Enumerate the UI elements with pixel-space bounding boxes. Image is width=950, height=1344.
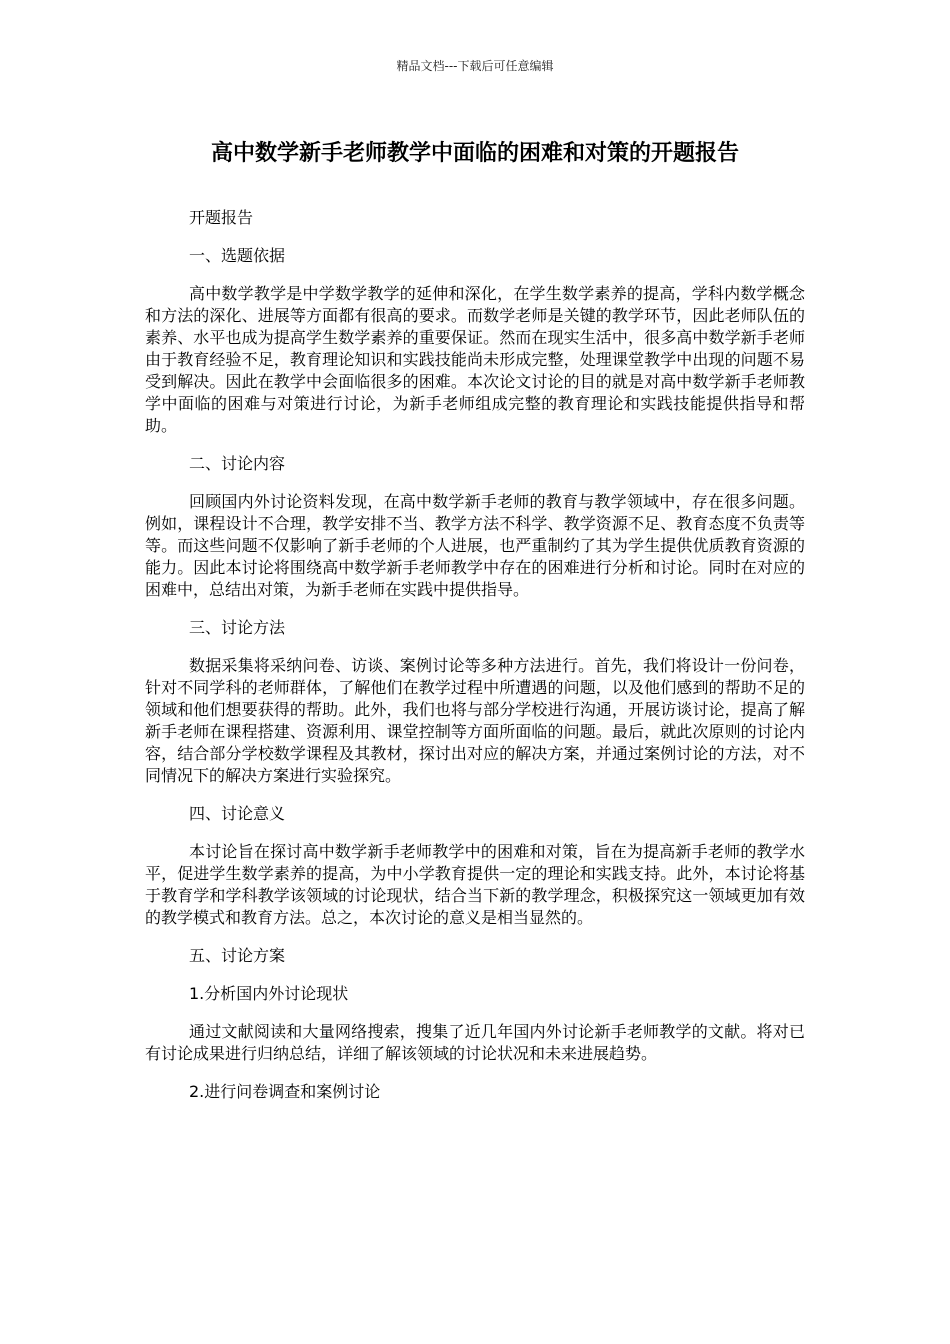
section-paragraph-significance: 本讨论旨在探讨高中数学新手老师教学中的困难和对策，旨在为提高新手老师的教学水平，促进学生数学素养的提高，为中小学教育提供一定的理论和实践支持。此外，本讨论将基于教育学和学科教学该领域的讨论现状，结合当下新的教学理念，积极探究这一领域更加有效的教学模式和教育方法。总之，本次讨论的意义是相当显然的。 [145,842,805,927]
subsection-heading-survey: 2.进行问卷调查和案例讨论 [189,1082,381,1101]
section-heading-plan: 五、讨论方案 [189,946,286,965]
section-paragraph-method: 数据采集将采纳问卷、访谈、案例讨论等多种方法进行。首先，我们将设计一份问卷，针对不同学科的老师群体，了解他们在教学过程中所遭遇的问题，以及他们感到的帮助不足的领域和他们想要获得的帮助。此外，我们也将与部分学校进行沟通，开展访谈讨论，提高了解新手老师在课程搭建、资源利用、课堂控制等方面所面临的问题。最后，就此次原则的讨论内容，结合部分学校数学课程及其教材，探讨出对应的解决方案，并通过案例讨论的方法，对不同情况下的解决方案进行实验探究。 [145,656,805,785]
section-paragraph-basis: 高中数学教学是中学数学教学的延伸和深化，在学生数学素养的提高，学科内数学概念和方法的深化、进展等方面都有很高的要求。而数学老师是关键的教学环节，因此老师队伍的素养、水平也成为提高学生数学素养的重要保证。然而在现实生活中，很多高中数学新手老师由于教育经验不足，教育理论知识和实践技能尚未形成完整，处理课堂教学中出现的问题不易受到解决。因此在教学中会面临很多的困难。本次论文讨论的目的就是对高中数学新手老师教学中面临的困难与对策进行讨论，为新手老师组成完整的教育理论和实践技能提供指导和帮助。 [145,284,805,435]
subsection-paragraph-status: 通过文献阅读和大量网络搜索，搜集了近几年国内外讨论新手老师教学的文献。将对已有讨论成果进行归纳总结，详细了解该领域的讨论状况和未来进展趋势。 [145,1022,805,1063]
section-heading-method: 三、讨论方法 [189,618,286,637]
section-paragraph-content: 回顾国内外讨论资料发现，在高中数学新手老师的教育与教学领域中，存在很多问题。例如，课程设计不合理，教学安排不当、教学方法不科学、教学资源不足、教育态度不负责等等。而这些问题不仅影响了新手老师的个人进展，也严重制约了其为学生提供优质教育资源的能力。因此本讨论将围绕高中数学新手老师教学中存在的困难进行分析和讨论。同时在对应的困难中，总结出对策，为新手老师在实践中提供指导。 [145,492,805,599]
section-heading-content: 二、讨论内容 [189,454,286,473]
document-body [145,207,805,1119]
document-title: 高中数学新手老师教学中面临的困难和对策的开题报告 [210,141,739,166]
subsection-heading-status: 1.分析国内外讨论现状 [189,984,349,1003]
report-label: 开题报告 [189,208,254,227]
header-watermark: 精品文档---下载后可任意编辑 [396,59,554,73]
section-heading-basis: 一、选题依据 [189,246,286,265]
section-heading-significance: 四、讨论意义 [189,804,286,823]
